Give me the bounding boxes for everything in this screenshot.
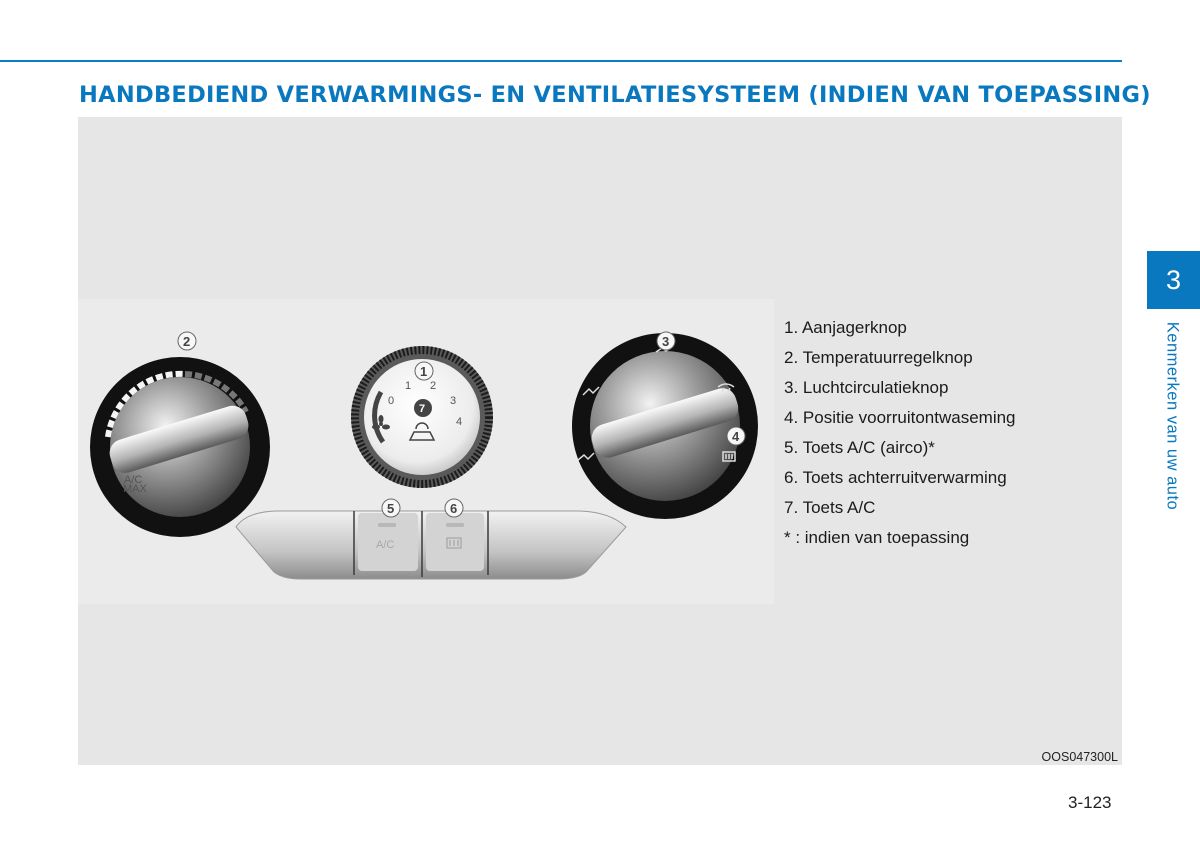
callout-3: [657, 332, 675, 350]
air-mode-knob: [572, 333, 758, 519]
legend-item: 5. Toets A/C (airco)*: [784, 438, 935, 457]
rear-defrost-indicator: [446, 523, 464, 527]
ac-max-label-line2: MAX: [123, 483, 147, 495]
callout-4: [727, 427, 745, 445]
callout-2: [178, 332, 196, 350]
svg-text:1: 1: [420, 364, 428, 379]
chapter-tab: 3: [1147, 251, 1200, 309]
legend-item: 2. Temperatuurregelknop: [784, 348, 973, 367]
callout-5: [382, 499, 400, 517]
ac-max-label: A/C: [124, 474, 143, 486]
legend-item: 3. Luchtcirculatieknop: [784, 378, 949, 397]
legend-item: 6. Toets achterruitverwarming: [784, 468, 1007, 487]
figure: [78, 117, 1122, 765]
callout-6: [445, 499, 463, 517]
legend-list: [784, 313, 1016, 553]
fan-speed-4: 4: [456, 416, 463, 428]
svg-text:6: 6: [450, 501, 458, 516]
temperature-knob: [90, 357, 270, 537]
page-number: 3-123: [1068, 793, 1112, 812]
rear-defrost-button: [426, 513, 484, 571]
svg-text:5: 5: [387, 501, 395, 516]
fan-speed-2: 2: [430, 380, 437, 392]
legend-item: 7. Toets A/C: [784, 498, 876, 517]
svg-text:4: 4: [732, 429, 740, 444]
ac-indicator: [378, 523, 396, 527]
legend-item: 4. Positie voorruitontwaseming: [784, 408, 1016, 427]
fan-speed-3: 3: [450, 395, 457, 407]
page-title: HANDBEDIEND VERWARMINGS- EN VENTILATIESYSTEEM (INDIEN VAN TOEPASSING): [79, 82, 1151, 108]
legend-item: 1. Aanjagerknop: [784, 318, 907, 337]
legend-footnote: * : indien van toepassing: [784, 528, 970, 547]
svg-text:2: 2: [183, 334, 191, 349]
top-rule: [0, 60, 1122, 62]
fan-speed-1: 1: [405, 380, 412, 392]
callout-7: 7: [419, 403, 426, 415]
chapter-name: Kenmerken van uw auto: [1163, 321, 1182, 511]
callout-1: [415, 362, 433, 380]
ac-button-label: A/C: [376, 539, 395, 551]
control-panel-illustration: [78, 117, 778, 617]
figure-code: OOS047300L: [1041, 750, 1118, 764]
svg-text:3: 3: [662, 334, 670, 349]
button-bar: [236, 511, 626, 579]
fan-speed-0: 0: [388, 395, 395, 407]
